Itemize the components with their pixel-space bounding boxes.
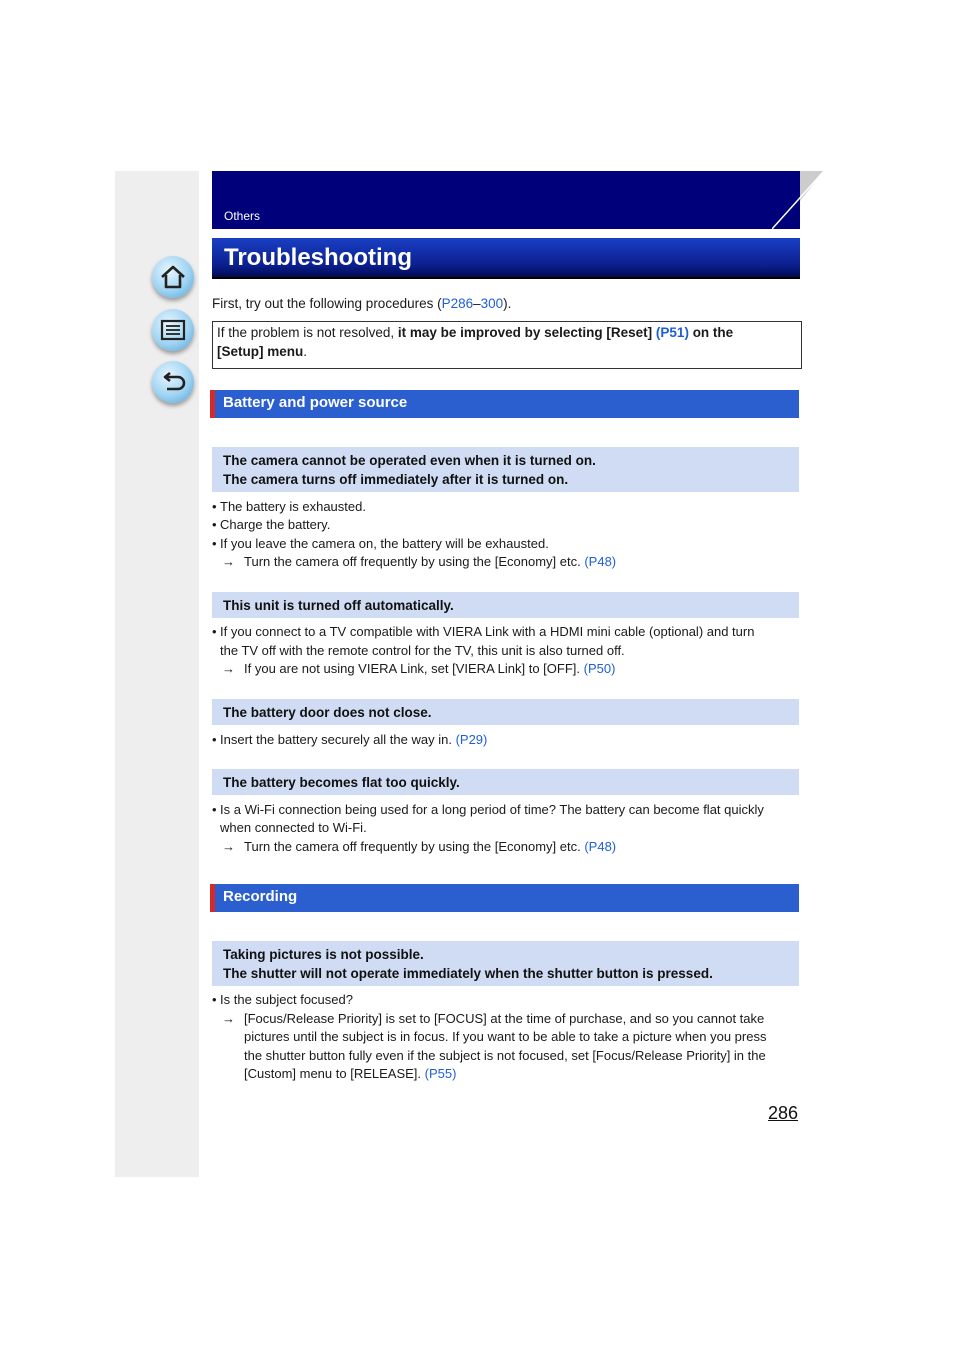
link-p50[interactable]: (P50)	[583, 661, 616, 676]
list-item: • The battery is exhausted.	[212, 499, 366, 514]
solution-line: → If you are not using VIERA Link, set [VIERA Link] to [OFF]. (P50)	[222, 661, 616, 676]
question-camera-not-operating: The camera cannot be operated even when it is turned on. The camera turns off immediately after it is turned on.	[212, 447, 799, 492]
list-item: • Insert the battery securely all the way in. (P29)	[212, 732, 488, 747]
solution-line: → [Focus/Release Priority] is set to [FOCUS] at the time of purchase, and so you cannot take	[222, 1011, 765, 1026]
intro-text: First, try out the following procedures (P286–300).	[212, 296, 512, 311]
solution-line: → Turn the camera off frequently by using the [Economy] etc. (P48)	[222, 839, 617, 854]
question-pictures-not-possible: Taking pictures is not possible. The shutter will not operate immediately when the shutter button is pressed.	[212, 941, 799, 986]
list-item: • Charge the battery.	[212, 517, 331, 532]
list-item: • Is the subject focused?	[212, 992, 353, 1007]
page-corner-fold	[772, 171, 824, 229]
home-icon	[158, 262, 188, 292]
list-item: • If you leave the camera on, the battery will be exhausted.	[212, 536, 549, 551]
question-battery-door: The battery door does not close.	[212, 699, 799, 725]
link-p55[interactable]: (P55)	[424, 1066, 457, 1081]
back-button[interactable]	[152, 361, 194, 403]
list-item: • If you connect to a TV compatible with VIERA Link with a HDMI mini cable (optional) and turn	[212, 624, 755, 639]
link-p29[interactable]: (P29)	[455, 732, 488, 747]
question-battery-flat: The battery becomes flat too quickly.	[212, 769, 799, 795]
page-number: 286	[768, 1103, 799, 1123]
list-item-continued: when connected to Wi-Fi.	[220, 820, 367, 835]
link-p286[interactable]: P286	[441, 296, 474, 311]
reset-notice-box: If the problem is not resolved, it may be improved by selecting [Reset] (P51) on the [Setup] menu.	[212, 321, 802, 369]
back-arrow-icon	[158, 367, 188, 397]
link-p300[interactable]: 300	[480, 296, 504, 311]
menu-list-icon	[158, 315, 188, 345]
breadcrumb: Others	[224, 209, 261, 223]
solution-line: → Turn the camera off frequently by using the [Economy] etc. (P48)	[222, 554, 617, 569]
question-turns-off-automatically: This unit is turned off automatically.	[212, 592, 799, 618]
solution-line-continued: [Custom] menu to [RELEASE]. (P55)	[244, 1066, 457, 1081]
section-battery-power: Battery and power source	[210, 390, 799, 418]
list-item-continued: the TV off with the remote control for the TV, this unit is also turned off.	[220, 643, 625, 658]
solution-line-continued: the shutter button fully even if the subject is not focused, set [Focus/Release Priority] in the	[244, 1048, 766, 1063]
section-recording: Recording	[210, 884, 799, 912]
page-title: Troubleshooting	[224, 244, 412, 271]
header-banner	[212, 171, 800, 229]
link-p48[interactable]: (P48)	[584, 839, 617, 854]
list-item: • Is a Wi-Fi connection being used for a long period of time? The battery can become flat quickly	[212, 802, 764, 817]
home-button[interactable]	[152, 256, 194, 298]
contents-menu-button[interactable]	[152, 309, 194, 351]
link-p48[interactable]: (P48)	[584, 554, 617, 569]
link-p51[interactable]: (P51)	[655, 325, 689, 340]
solution-line-continued: pictures until the subject is in focus. If you want to be able to take a picture when you press	[244, 1029, 767, 1044]
